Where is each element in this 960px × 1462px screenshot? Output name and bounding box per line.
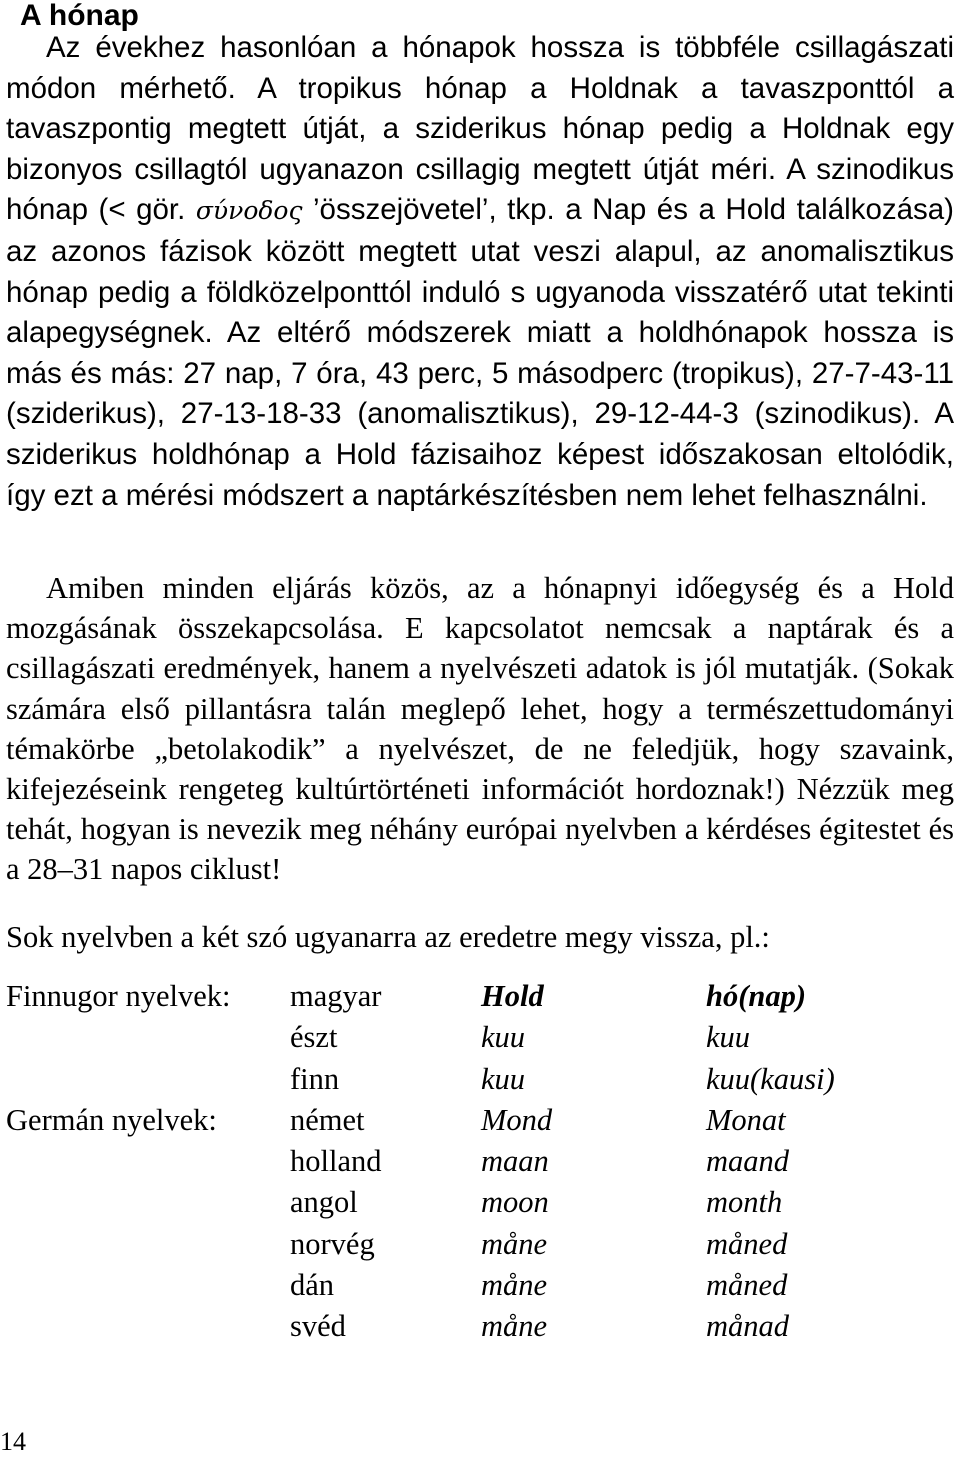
language-name: észt (290, 1020, 338, 1055)
moon-word: kuu (481, 1020, 526, 1055)
language-name: dán (290, 1268, 335, 1303)
language-group-label: Germán nyelvek: (6, 1102, 217, 1137)
month-word: måned (706, 1268, 788, 1303)
paragraph-text-part: ’összejövetel’, tkp. a Nap és a Hold találkozása) az azonos fázisok között megtett utat veszi alapul, az anomalisztikus hónap pedig a földközelponttól induló s ugyanoda visszatérő utat tekinti alapegységnek. Az eltérő módszerek miatt a holdhónapok hossza is más és más: 27 nap, 7 óra, 43 perc, 5 másodperc (tropikus), 27-7-43-11 (sziderikus), 27-13-18-33 (anomalisztikus), 29-12-44-3 (szinodikus). A sziderikus holdhónap a Hold fázisaihoz képest időszakosan eltolódik, így ezt a mérési módszert a naptárkészítésben nem lehet felhasználni. (6, 193, 954, 512)
language-name: holland (290, 1144, 382, 1179)
paragraph-intro-examples: Sok nyelvben a két szó ugyanarra az eredetre megy vissza, pl.: (6, 920, 770, 954)
moon-word: måne (481, 1226, 548, 1261)
language-name: német (290, 1102, 365, 1137)
moon-word: Mond (481, 1102, 553, 1137)
word-comparison-table (6, 976, 954, 1348)
language-name: norvég (290, 1226, 375, 1261)
language-name: finn (290, 1061, 340, 1096)
month-word: månad (706, 1309, 790, 1344)
table-row (6, 1224, 954, 1265)
month-word: kuu(kausi) (706, 1061, 835, 1096)
section-heading: A hónap (20, 0, 139, 32)
table-row (6, 1059, 954, 1100)
month-word: month (706, 1185, 783, 1220)
moon-word: moon (481, 1185, 549, 1220)
language-name: angol (290, 1185, 358, 1220)
paragraph-text-part: Az évekhez hasonlóan a hónapok hossza is többféle csillagászati módon mérhető. A tropikus hónap a Holdnak a tavaszponttól a tavaszpontig megtett útját, a sziderikus hónap pedig a Holdnak egy bizonyos csillagtól ugyanazon csillagig megtett útját méri. A szinodikus hónap (< gör. (6, 31, 954, 227)
table-row (6, 1306, 954, 1347)
table-row (6, 1265, 954, 1306)
table-row (6, 1017, 954, 1058)
table-row (6, 1182, 954, 1223)
moon-word: kuu (481, 1061, 526, 1096)
paragraph-month-types (6, 28, 954, 516)
month-word: hó(nap) (706, 979, 806, 1013)
language-name: magyar (290, 979, 382, 1013)
moon-word: maan (481, 1144, 549, 1179)
month-word: kuu (706, 1020, 751, 1055)
greek-word: σύνοδος (195, 196, 303, 226)
month-word: Monat (706, 1102, 786, 1137)
moon-word: Hold (481, 979, 544, 1013)
table-row (6, 1141, 954, 1182)
table-row (6, 1100, 954, 1141)
page-number: 14 (0, 1427, 26, 1456)
language-name: svéd (290, 1309, 346, 1344)
moon-word: måne (481, 1309, 548, 1344)
month-word: maand (706, 1144, 790, 1179)
month-word: måned (706, 1226, 788, 1261)
language-group-label: Finnugor nyelvek: (6, 979, 231, 1013)
paragraph-linguistics: Amiben minden eljárás közös, az a hónapnyi időegység és a Hold mozgásának összekapcsolása. E kapcsolatot nemcsak a naptárak és a csillagászati eredmények, hanem a nyelvészeti adatok is jól mutatják. (Sokak számára első pillantásra talán meglepő lehet, hogy a természettudományi témakörbe „betolakodik” a nyelvészet, de ne feledjük, hogy szavaink, kifejezéseink rengeteg kultúrtörténeti információt hordoznak!) Nézzük meg tehát, hogyan is nevezik meg néhány európai nyelvben a kérdéses égitestet és a 28–31 napos ciklust! (6, 571, 954, 887)
moon-word: måne (481, 1268, 548, 1303)
table-row (6, 976, 954, 1017)
